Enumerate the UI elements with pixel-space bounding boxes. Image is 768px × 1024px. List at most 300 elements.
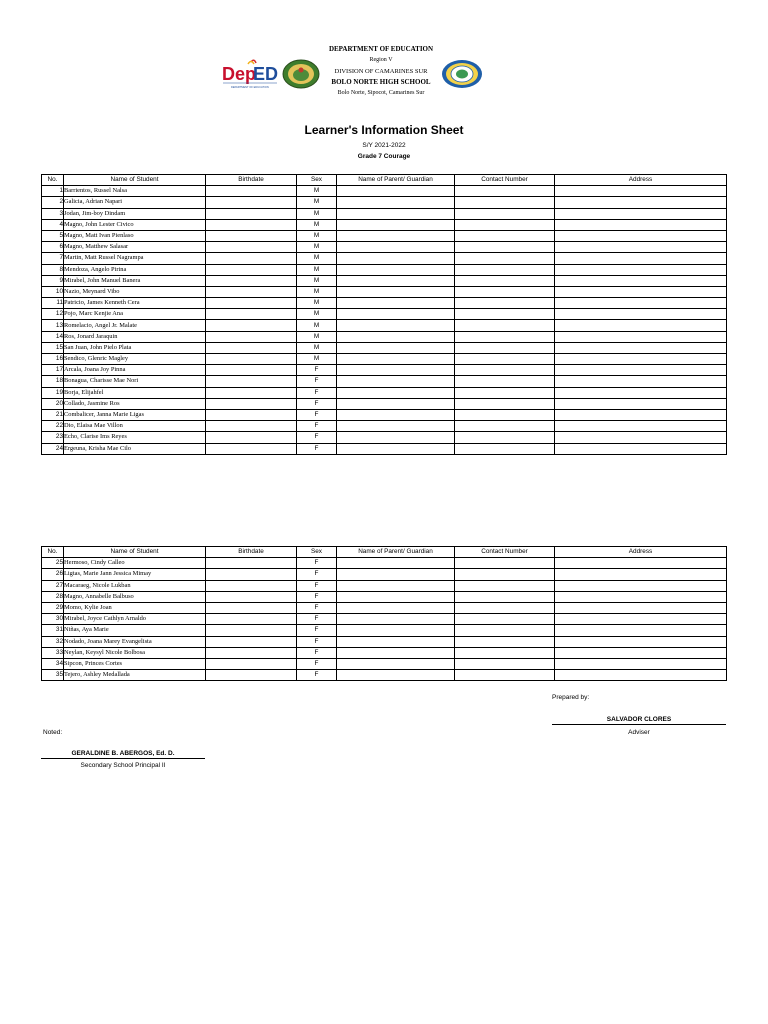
address-cell [555, 376, 727, 387]
row-number: 1 [42, 186, 64, 197]
sex-cell: F [297, 443, 337, 454]
table-row [42, 253, 727, 264]
guardian-cell [337, 376, 455, 387]
birthdate-cell [206, 264, 297, 275]
contact-cell [455, 253, 555, 264]
table-row [42, 219, 727, 230]
contact-cell [455, 409, 555, 420]
row-number: 34 [42, 658, 64, 669]
guardian-cell [337, 636, 455, 647]
sex-cell: M [297, 342, 337, 353]
sex-cell: F [297, 591, 337, 602]
birthdate-cell [206, 569, 297, 580]
sex-cell: M [297, 230, 337, 241]
address-cell [555, 602, 727, 613]
guardian-cell [337, 409, 455, 420]
address-cell [555, 320, 727, 331]
table-row [42, 320, 727, 331]
address-cell [555, 354, 727, 365]
row-number: 14 [42, 331, 64, 342]
sex-cell: M [297, 286, 337, 297]
guardian-cell [337, 443, 455, 454]
contact-cell [455, 365, 555, 376]
student-name: Barrientos, Russel Nalsa [64, 186, 206, 197]
address-cell [555, 253, 727, 264]
row-number: 9 [42, 275, 64, 286]
page-title: Learner's Information Sheet [304, 123, 464, 137]
guardian-cell [337, 197, 455, 208]
sex-cell: F [297, 569, 337, 580]
guardian-cell [337, 264, 455, 275]
contact-cell [455, 309, 555, 320]
address-cell [555, 647, 727, 658]
student-name: Niñas, Aya Marie [64, 625, 206, 636]
table-row [42, 580, 727, 591]
row-number: 27 [42, 580, 64, 591]
birthdate-cell [206, 443, 297, 454]
guardian-cell [337, 309, 455, 320]
table-row [42, 602, 727, 613]
sex-cell: M [297, 354, 337, 365]
column-header-name: Name of Student [64, 175, 206, 186]
table-row [42, 443, 727, 454]
contact-cell [455, 569, 555, 580]
table-row [42, 387, 727, 398]
adviser-role: Adviser [628, 729, 650, 736]
row-number: 35 [42, 670, 64, 681]
student-name: Romelacio, Angel Jr. Malate [64, 320, 206, 331]
sex-cell: F [297, 647, 337, 658]
guardian-cell [337, 580, 455, 591]
guardian-cell [337, 569, 455, 580]
address-cell [555, 421, 727, 432]
table-row [42, 432, 727, 443]
table-header-row [42, 547, 727, 558]
guardian-cell [337, 602, 455, 613]
table-row [42, 298, 727, 309]
student-name: Neylan, Keysyl Nicole Bolbosa [64, 647, 206, 658]
table-row [42, 670, 727, 681]
guardian-cell [337, 186, 455, 197]
table-row [42, 342, 727, 353]
student-name: Combalicer, Janna Marie Ligas [64, 409, 206, 420]
contact-cell [455, 647, 555, 658]
birthdate-cell [206, 286, 297, 297]
school-year: S/Y 2021-2022 [362, 142, 406, 149]
table-header-row [42, 175, 727, 186]
principal-name: GERALDINE B. ABERGOS, Ed. D. [41, 750, 205, 759]
sex-cell: M [297, 197, 337, 208]
sex-cell: F [297, 602, 337, 613]
table-row [42, 264, 727, 275]
table-row [42, 197, 727, 208]
guardian-cell [337, 614, 455, 625]
student-name: Ligtas, Marie Jann Jessica Mimay [64, 569, 206, 580]
guardian-cell [337, 298, 455, 309]
sex-cell: M [297, 275, 337, 286]
row-number: 20 [42, 398, 64, 409]
svg-text:ED: ED [253, 64, 279, 84]
address-cell [555, 658, 727, 669]
principal-role: Secondary School Principal II [80, 762, 166, 769]
table-row [42, 569, 727, 580]
row-number: 28 [42, 591, 64, 602]
contact-cell [455, 197, 555, 208]
column-header-address: Address [555, 175, 727, 186]
address-cell [555, 197, 727, 208]
birthdate-cell [206, 186, 297, 197]
sex-cell: F [297, 365, 337, 376]
birthdate-cell [206, 647, 297, 658]
sex-cell: M [297, 264, 337, 275]
birthdate-cell [206, 591, 297, 602]
row-number: 30 [42, 614, 64, 625]
address-cell [555, 219, 727, 230]
sex-cell: F [297, 398, 337, 409]
contact-cell [455, 376, 555, 387]
row-number: 26 [42, 569, 64, 580]
sex-cell: M [297, 331, 337, 342]
student-name: Hermoso, Cindy Calleo [64, 558, 206, 569]
guardian-cell [337, 320, 455, 331]
address-cell [555, 591, 727, 602]
column-header-address: Address [555, 547, 727, 558]
birthdate-cell [206, 331, 297, 342]
guardian-cell [337, 354, 455, 365]
sex-cell: M [297, 309, 337, 320]
contact-cell [455, 443, 555, 454]
address-cell [555, 432, 727, 443]
sex-cell: F [297, 421, 337, 432]
table-row [42, 614, 727, 625]
address-cell [555, 230, 727, 241]
address-cell [555, 398, 727, 409]
column-header-birthdate: Birthdate [206, 175, 297, 186]
contact-cell [455, 636, 555, 647]
birthdate-cell [206, 432, 297, 443]
student-name: Nazio, Meynard Vibo [64, 286, 206, 297]
birthdate-cell [206, 614, 297, 625]
guardian-cell [337, 219, 455, 230]
guardian-cell [337, 558, 455, 569]
sex-cell: F [297, 580, 337, 591]
row-number: 31 [42, 625, 64, 636]
address-cell [555, 365, 727, 376]
learner-table-2 [41, 546, 727, 681]
contact-cell [455, 625, 555, 636]
guardian-cell [337, 286, 455, 297]
sex-cell: M [297, 186, 337, 197]
table-row [42, 331, 727, 342]
guardian-cell [337, 432, 455, 443]
contact-cell [455, 670, 555, 681]
student-name: Ergeuna, Krisha Mae Cilo [64, 443, 206, 454]
sex-cell: F [297, 625, 337, 636]
guardian-cell [337, 625, 455, 636]
birthdate-cell [206, 309, 297, 320]
address-cell [555, 636, 727, 647]
contact-cell [455, 387, 555, 398]
table-row [42, 230, 727, 241]
student-name: Echo, Clarise Ims Reyes [64, 432, 206, 443]
table-row [42, 647, 727, 658]
student-name: Arcala, Joana Joy Pinna [64, 365, 206, 376]
student-name: Magno, Annabelle Balbuso [64, 591, 206, 602]
contact-cell [455, 580, 555, 591]
row-number: 17 [42, 365, 64, 376]
table-row [42, 658, 727, 669]
prepared-by-label: Prepared by: [552, 694, 590, 701]
row-number: 4 [42, 219, 64, 230]
birthdate-cell [206, 376, 297, 387]
guardian-cell [337, 670, 455, 681]
sex-cell: M [297, 219, 337, 230]
table-row [42, 208, 727, 219]
student-name: Ros, Jonard Jaraquin [64, 331, 206, 342]
table-row [42, 636, 727, 647]
birthdate-cell [206, 409, 297, 420]
guardian-cell [337, 658, 455, 669]
address-cell [555, 331, 727, 342]
birthdate-cell [206, 421, 297, 432]
sex-cell: M [297, 253, 337, 264]
student-name: Macaraeg, Nicole Lukban [64, 580, 206, 591]
contact-cell [455, 331, 555, 342]
sex-cell: F [297, 658, 337, 669]
row-number: 6 [42, 242, 64, 253]
address-cell [555, 298, 727, 309]
row-number: 33 [42, 647, 64, 658]
sex-cell: F [297, 670, 337, 681]
contact-cell [455, 320, 555, 331]
contact-cell [455, 602, 555, 613]
table-row [42, 186, 727, 197]
section-name: Grade 7 Courage [357, 153, 411, 160]
sex-cell: M [297, 320, 337, 331]
deped-logo [221, 58, 279, 92]
student-name: Magno, Matt Ivan Pienlaso [64, 230, 206, 241]
row-number: 13 [42, 320, 64, 331]
birthdate-cell [206, 658, 297, 669]
guardian-cell [337, 253, 455, 264]
student-name: Martin, Matt Russel Nagrampa [64, 253, 206, 264]
contact-cell [455, 658, 555, 669]
contact-cell [455, 558, 555, 569]
table-row [42, 309, 727, 320]
student-name: Tejero, Ashley Medallada [64, 670, 206, 681]
birthdate-cell [206, 636, 297, 647]
sex-cell: F [297, 636, 337, 647]
student-name: Borja, Elijahfel [64, 387, 206, 398]
table-row [42, 591, 727, 602]
row-number: 29 [42, 602, 64, 613]
birthdate-cell [206, 275, 297, 286]
column-header-contact: Contact Number [455, 547, 555, 558]
contact-cell [455, 219, 555, 230]
student-name: Collado, Jasmine Ros [64, 398, 206, 409]
row-number: 5 [42, 230, 64, 241]
address-cell [555, 275, 727, 286]
sex-cell: F [297, 614, 337, 625]
birthdate-cell [206, 398, 297, 409]
guardian-cell [337, 230, 455, 241]
school-address: Bolo Norte, Sipocot, Camarines Sur [337, 90, 425, 96]
address-cell [555, 409, 727, 420]
row-number: 32 [42, 636, 64, 647]
address-cell [555, 387, 727, 398]
table-row [42, 242, 727, 253]
table-row [42, 625, 727, 636]
row-number: 25 [42, 558, 64, 569]
guardian-cell [337, 275, 455, 286]
contact-cell [455, 242, 555, 253]
contact-cell [455, 186, 555, 197]
student-name: Momo, Kylie Joan [64, 602, 206, 613]
birthdate-cell [206, 558, 297, 569]
row-number: 22 [42, 421, 64, 432]
contact-cell [455, 298, 555, 309]
column-header-guardian: Name of Parent/ Guardian [337, 175, 455, 186]
contact-cell [455, 342, 555, 353]
row-number: 3 [42, 208, 64, 219]
address-cell [555, 309, 727, 320]
contact-cell [455, 264, 555, 275]
sex-cell: M [297, 298, 337, 309]
contact-cell [455, 286, 555, 297]
contact-cell [455, 275, 555, 286]
contact-cell [455, 230, 555, 241]
student-name: Jodan, Jim-boy Dindam [64, 208, 206, 219]
row-number: 11 [42, 298, 64, 309]
birthdate-cell [206, 580, 297, 591]
address-cell [555, 208, 727, 219]
student-name: Mirabel, John Manuel Banera [64, 275, 206, 286]
guardian-cell [337, 387, 455, 398]
column-header-no: No. [42, 547, 64, 558]
address-cell [555, 186, 727, 197]
guardian-cell [337, 342, 455, 353]
row-number: 7 [42, 253, 64, 264]
address-cell [555, 342, 727, 353]
contact-cell [455, 614, 555, 625]
contact-cell [455, 591, 555, 602]
student-name: Nodado, Joana Marey Evangelista [64, 636, 206, 647]
address-cell [555, 569, 727, 580]
student-name: Mendoza, Angelo Pirina [64, 264, 206, 275]
birthdate-cell [206, 320, 297, 331]
row-number: 12 [42, 309, 64, 320]
address-cell [555, 558, 727, 569]
table-row [42, 398, 727, 409]
birthdate-cell [206, 625, 297, 636]
student-name: Dio, Elaisa Mae Villon [64, 421, 206, 432]
column-header-sex: Sex [297, 175, 337, 186]
birthdate-cell [206, 354, 297, 365]
row-number: 8 [42, 264, 64, 275]
guardian-cell [337, 365, 455, 376]
letterhead [310, 44, 452, 99]
student-name: Magno, John Lester Civico [64, 219, 206, 230]
sex-cell: M [297, 242, 337, 253]
address-cell [555, 286, 727, 297]
address-cell [555, 580, 727, 591]
student-name: Sipcon, Princes Cortes [64, 658, 206, 669]
table-row [42, 275, 727, 286]
address-cell [555, 670, 727, 681]
contact-cell [455, 421, 555, 432]
row-number: 10 [42, 286, 64, 297]
address-cell [555, 242, 727, 253]
row-number: 18 [42, 376, 64, 387]
birthdate-cell [206, 670, 297, 681]
region-name: Region V [369, 57, 393, 63]
contact-cell [455, 432, 555, 443]
table-row [42, 558, 727, 569]
sex-cell: M [297, 208, 337, 219]
birthdate-cell [206, 387, 297, 398]
address-cell [555, 625, 727, 636]
learner-table-1 [41, 174, 727, 455]
table-row [42, 376, 727, 387]
school-name: BOLO NORTE HIGH SCHOOL [331, 78, 431, 86]
column-header-birthdate: Birthdate [206, 547, 297, 558]
column-header-no: No. [42, 175, 64, 186]
birthdate-cell [206, 298, 297, 309]
birthdate-cell [206, 208, 297, 219]
address-cell [555, 443, 727, 454]
column-header-sex: Sex [297, 547, 337, 558]
sex-cell: F [297, 376, 337, 387]
department-name: DEPARTMENT OF EDUCATION [328, 45, 434, 53]
contact-cell [455, 208, 555, 219]
row-number: 19 [42, 387, 64, 398]
birthdate-cell [206, 253, 297, 264]
row-number: 21 [42, 409, 64, 420]
noted-label: Noted: [43, 729, 63, 736]
birthdate-cell [206, 219, 297, 230]
sex-cell: F [297, 409, 337, 420]
row-number: 2 [42, 197, 64, 208]
guardian-cell [337, 331, 455, 342]
birthdate-cell [206, 365, 297, 376]
address-cell [555, 264, 727, 275]
student-name: Sendico, Glenric Magley [64, 354, 206, 365]
birthdate-cell [206, 197, 297, 208]
adviser-name: SALVADOR CLORES [552, 716, 726, 725]
sex-cell: F [297, 387, 337, 398]
contact-cell [455, 354, 555, 365]
row-number: 24 [42, 443, 64, 454]
svg-text:Dep: Dep [222, 64, 257, 84]
svg-text:DEPARTMENT OF EDUCATION: DEPARTMENT OF EDUCATION [231, 86, 269, 89]
table-row [42, 365, 727, 376]
row-number: 23 [42, 432, 64, 443]
birthdate-cell [206, 242, 297, 253]
address-cell [555, 614, 727, 625]
column-header-name: Name of Student [64, 547, 206, 558]
sex-cell: F [297, 558, 337, 569]
table-row [42, 421, 727, 432]
table-row [42, 354, 727, 365]
student-name: Bonagua, Charisse Mae Nori [64, 376, 206, 387]
guardian-cell [337, 242, 455, 253]
division-name: DIVISION OF CAMARINES SUR [334, 68, 428, 75]
sex-cell: F [297, 432, 337, 443]
column-header-guardian: Name of Parent/ Guardian [337, 547, 455, 558]
contact-cell [455, 398, 555, 409]
column-header-contact: Contact Number [455, 175, 555, 186]
birthdate-cell [206, 230, 297, 241]
